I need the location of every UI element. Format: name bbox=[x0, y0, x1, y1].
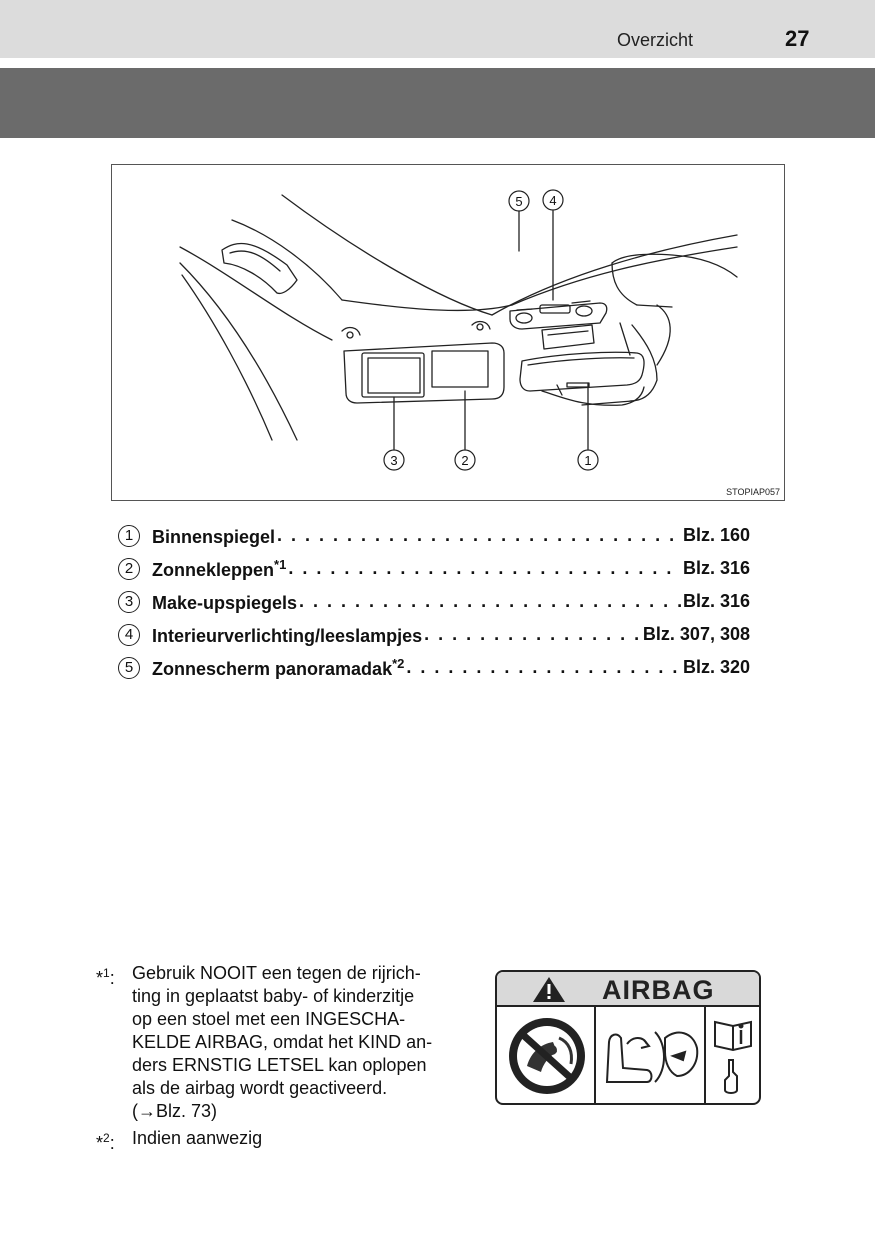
item-page-ref: Blz. 316 bbox=[682, 591, 750, 611]
overhead-console-illustration bbox=[112, 165, 786, 502]
warning-triangle-icon bbox=[533, 977, 565, 1002]
footnote-mark: *$^1$: bbox=[96, 966, 115, 988]
footnote-line: Indien aanwezig bbox=[132, 1128, 263, 1148]
item-label: Make-upspiegels bbox=[152, 592, 298, 613]
item-number: 4 bbox=[118, 624, 140, 646]
airbag-warning-label bbox=[495, 970, 761, 1105]
item-number: 1 bbox=[118, 525, 140, 547]
list-item bbox=[118, 651, 758, 684]
leader-dots bbox=[277, 525, 681, 546]
footnote-line: ting in geplaatst baby- of kinderzitje bbox=[132, 986, 415, 1006]
callout-2-label: 2 bbox=[461, 453, 469, 468]
list-item bbox=[118, 519, 758, 552]
footnote-line: als de airbag wordt geactiveerd. bbox=[132, 1078, 388, 1098]
header-band bbox=[0, 0, 875, 58]
page-number: 27 bbox=[785, 26, 810, 51]
figure-callouts bbox=[384, 190, 598, 470]
callout-1-label: 1 bbox=[584, 453, 592, 468]
footnote-line: (→Blz. 73) bbox=[132, 1101, 218, 1121]
footnote-2 bbox=[96, 1127, 476, 1153]
list-item bbox=[118, 618, 758, 651]
item-label: Interieurverlichting/leeslampjes bbox=[152, 625, 423, 646]
leader-dots bbox=[299, 591, 681, 612]
callout-list bbox=[118, 519, 758, 684]
item-page-ref: Blz. 160 bbox=[682, 525, 750, 545]
item-number: 3 bbox=[118, 591, 140, 613]
item-label: Zonnekleppen$^{*1}$ bbox=[152, 556, 287, 580]
leader-dots bbox=[288, 558, 681, 579]
item-page-ref: Blz. 316 bbox=[682, 558, 750, 578]
list-item bbox=[118, 552, 758, 585]
read-manual-icon bbox=[715, 1022, 751, 1093]
callout-5-label: 5 bbox=[515, 194, 523, 209]
item-page-ref: Blz. 307, 308 bbox=[642, 624, 750, 644]
footnote-1 bbox=[96, 962, 476, 1123]
item-label: Binnenspiegel bbox=[152, 526, 276, 547]
section-title: Overzicht bbox=[617, 30, 694, 50]
item-page-ref: Blz. 320 bbox=[682, 657, 750, 677]
footnote-line: ders ERNSTIG LETSEL kan oplopen bbox=[132, 1055, 427, 1075]
footnote-mark: *$^2$: bbox=[96, 1131, 115, 1153]
no-rear-facing-child-seat-icon bbox=[509, 1018, 585, 1094]
leader-dots bbox=[424, 624, 641, 645]
interior-figure bbox=[111, 164, 785, 501]
footnote-line: op een stoel met een INGESCHA- bbox=[132, 1009, 406, 1029]
list-item bbox=[118, 585, 758, 618]
figure-code: STOPIAP057 bbox=[726, 487, 780, 497]
airbag-deploy-icon bbox=[607, 1032, 697, 1082]
item-number: 5 bbox=[118, 657, 140, 679]
title-band bbox=[0, 68, 875, 138]
footnote-line: KELDE AIRBAG, omdat het KIND an- bbox=[132, 1032, 433, 1052]
item-label: Zonnescherm panoramadak$^{*2}$ bbox=[152, 655, 405, 679]
leader-dots bbox=[406, 657, 681, 678]
footnotes bbox=[96, 962, 476, 1154]
airbag-word: AIRBAG bbox=[602, 975, 715, 1005]
callout-4-label: 4 bbox=[549, 193, 557, 208]
item-number: 2 bbox=[118, 558, 140, 580]
callout-3-label: 3 bbox=[390, 453, 398, 468]
footnote-line: Gebruik NOOIT een tegen de rijrich- bbox=[132, 963, 421, 983]
